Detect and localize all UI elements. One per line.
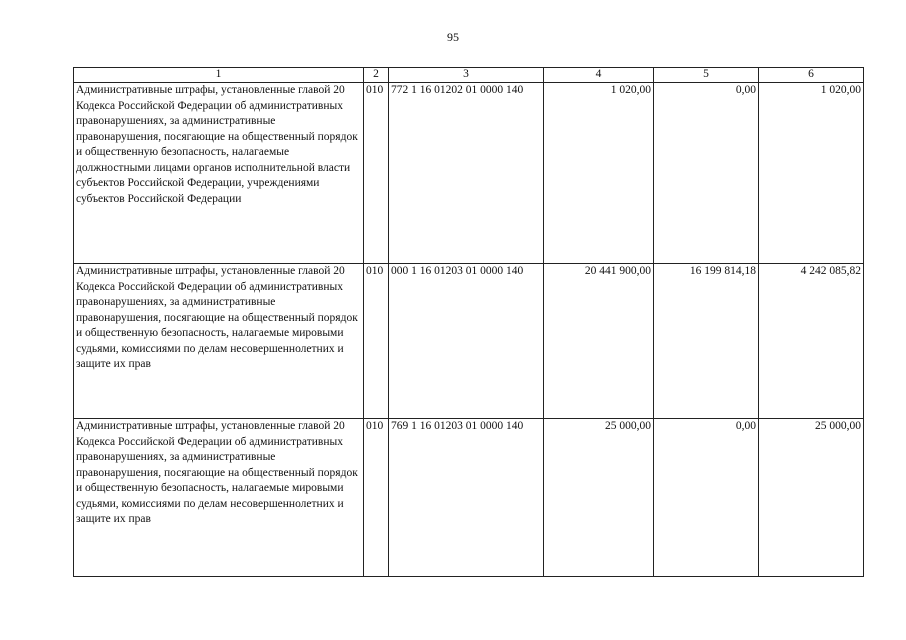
row-line-code: 010	[364, 264, 389, 419]
table-row	[74, 83, 864, 264]
page-number: 95	[447, 30, 459, 44]
row-approved-amount: 25 000,00	[544, 419, 654, 577]
row-executed-amount: 0,00	[654, 83, 759, 264]
row-description: Административные штрафы, установленные главой 20 Кодекса Российской Федерации об административных правонарушениях, за административные правонарушения, посягающие на общественный порядок и общественную безопасность, налагаемые должностными лицами органов исполнительной власти субъектов Российской Федерации, учреждениями субъектов Российской Федерации	[74, 83, 364, 264]
row-unexecuted-amount: 25 000,00	[759, 419, 864, 577]
table-row	[74, 264, 864, 419]
row-line-code: 010	[364, 83, 389, 264]
table-header-row	[74, 68, 864, 83]
row-budget-code: 769 1 16 01203 01 0000 140	[389, 419, 544, 577]
row-unexecuted-amount: 1 020,00	[759, 83, 864, 264]
header-col-6: 6	[759, 68, 864, 83]
row-approved-amount: 1 020,00	[544, 83, 654, 264]
header-col-4: 4	[544, 68, 654, 83]
row-description: Административные штрафы, установленные главой 20 Кодекса Российской Федерации об административных правонарушениях, за административные правонарушения, посягающие на общественный порядок и общественную безопасность, налагаемые мировыми судьями, комиссиями по делам несовершеннолетних и защите их прав	[74, 419, 364, 577]
row-budget-code: 000 1 16 01203 01 0000 140	[389, 264, 544, 419]
row-description: Административные штрафы, установленные главой 20 Кодекса Российской Федерации об административных правонарушениях, за административные правонарушения, посягающие на общественный порядок и общественную безопасность, налагаемые мировыми судьями, комиссиями по делам несовершеннолетних и защите их прав	[74, 264, 364, 419]
row-unexecuted-amount: 4 242 085,82	[759, 264, 864, 419]
table-row	[74, 419, 864, 577]
row-budget-code: 772 1 16 01202 01 0000 140	[389, 83, 544, 264]
row-line-code: 010	[364, 419, 389, 577]
header-col-1: 1	[74, 68, 364, 83]
header-col-3: 3	[389, 68, 544, 83]
revenue-table	[73, 67, 864, 577]
row-approved-amount: 20 441 900,00	[544, 264, 654, 419]
row-executed-amount: 0,00	[654, 419, 759, 577]
row-executed-amount: 16 199 814,18	[654, 264, 759, 419]
header-col-5: 5	[654, 68, 759, 83]
header-col-2: 2	[364, 68, 389, 83]
